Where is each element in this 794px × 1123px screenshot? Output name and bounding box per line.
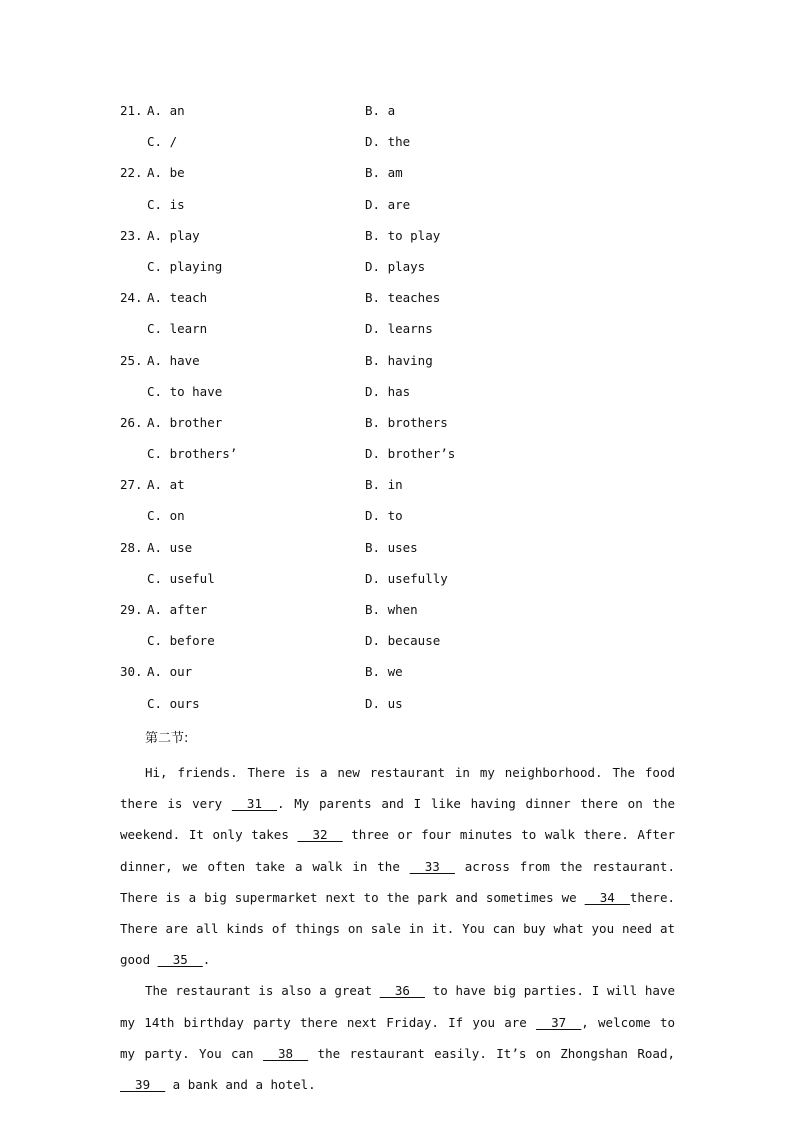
option-d: D. learns [365, 321, 433, 337]
passage-text: a bank and a hotel. [165, 1077, 316, 1093]
question-row [120, 446, 680, 477]
option-c: C. learn [147, 321, 208, 337]
question-row [120, 384, 680, 415]
blank-35: __35__ [157, 952, 203, 968]
option-d: D. us [365, 695, 403, 711]
question-number: 28. [120, 539, 143, 555]
passage-text: The restaurant is also a great [145, 983, 380, 999]
option-d: D. the [365, 134, 411, 150]
option-c: C. brothers’ [147, 446, 238, 462]
multiple-choice-options [120, 103, 680, 727]
question-number: 23. [120, 227, 143, 243]
option-a: A. an [147, 103, 185, 118]
question-row [120, 321, 680, 352]
question-number: 27. [120, 477, 143, 493]
passage-paragraph-2 [120, 975, 675, 1100]
option-c: C. useful [147, 570, 215, 586]
question-row [120, 415, 680, 446]
question-row [120, 602, 680, 633]
question-row [120, 228, 680, 259]
passage-text: , welcome to my party. You can [120, 1014, 676, 1061]
passage-text: there. There are all kinds of things on sale in it. You can buy what you need at good [120, 889, 675, 968]
question-row [120, 664, 680, 695]
option-a: A. at [147, 477, 185, 493]
option-b: B. to play [365, 227, 441, 243]
option-c: C. on [147, 508, 185, 524]
question-row [120, 134, 680, 165]
option-c: C. / [147, 134, 178, 150]
question-number: 21. [120, 103, 143, 118]
question-number: 26. [120, 414, 143, 430]
option-b: B. teaches [365, 290, 441, 306]
question-row [120, 477, 680, 508]
option-b: B. am [365, 165, 403, 181]
option-d: D. are [365, 196, 411, 212]
option-a: A. be [147, 165, 185, 181]
question-row [120, 353, 680, 384]
passage-text: Hi, friends. There is a new restaurant in my neighborhood. The food there is very [120, 765, 675, 812]
option-d: D. usefully [365, 570, 448, 586]
passage-text: to have big parties. I will have my 14th birthday party there next Friday. If you are [120, 983, 675, 1030]
option-b: B. when [365, 602, 418, 617]
option-a: A. teach [147, 290, 208, 306]
blank-32: __32__ [297, 827, 343, 843]
passage-text: three or four minutes to walk there. After dinner, we often take a walk in the [120, 827, 676, 874]
option-a: A. play [147, 227, 200, 243]
option-a: A. brother [147, 414, 223, 430]
section-heading: 第二节: [145, 731, 189, 746]
question-number: 22. [120, 165, 143, 181]
option-a: A. after [147, 602, 208, 617]
blank-37: __37__ [536, 1014, 582, 1030]
blank-31: __31__ [231, 796, 278, 812]
passage-paragraph-1 [120, 757, 675, 975]
blank-39: __39__ [120, 1077, 166, 1093]
passage-text: across from the restaurant. There is a big supermarket next to the park and sometimes we [120, 858, 675, 905]
blank-34: __34__ [584, 889, 630, 905]
question-number: 29. [120, 602, 143, 617]
question-number: 25. [120, 352, 143, 368]
question-row [120, 259, 680, 290]
passage-text: . My parents and I like having dinner there on the weekend. It only takes [120, 796, 675, 843]
option-c: C. playing [147, 258, 223, 274]
question-row [120, 508, 680, 539]
option-b: B. a [365, 103, 396, 118]
option-a: A. our [147, 664, 193, 680]
question-row [120, 103, 680, 134]
question-row [120, 696, 680, 727]
passage-text: the restaurant easily. It’s on Zhongshan Road, [308, 1045, 675, 1061]
option-a: A. use [147, 539, 193, 555]
question-row [120, 197, 680, 228]
option-d: D. plays [365, 258, 426, 274]
option-d: D. to [365, 508, 403, 524]
option-c: C. is [147, 196, 185, 212]
question-row [120, 633, 680, 664]
option-b: B. we [365, 664, 403, 680]
blank-38: __38__ [262, 1045, 309, 1061]
option-d: D. brother’s [365, 446, 456, 462]
question-row [120, 540, 680, 571]
option-b: B. uses [365, 539, 418, 555]
question-row [120, 165, 680, 196]
option-c: C. ours [147, 695, 200, 711]
question-row [120, 571, 680, 602]
option-c: C. to have [147, 383, 223, 399]
cloze-passage [120, 757, 675, 1100]
question-number: 24. [120, 290, 143, 306]
option-d: D. because [365, 633, 441, 649]
option-b: B. having [365, 352, 433, 368]
blank-33: __33__ [409, 858, 455, 874]
option-b: B. brothers [365, 414, 448, 430]
blank-36: __36__ [379, 983, 425, 999]
option-d: D. has [365, 383, 411, 399]
option-a: A. have [147, 352, 200, 368]
option-c: C. before [147, 633, 215, 649]
option-b: B. in [365, 477, 403, 493]
question-number: 30. [120, 664, 143, 680]
passage-text: . [202, 952, 211, 968]
question-row [120, 290, 680, 321]
